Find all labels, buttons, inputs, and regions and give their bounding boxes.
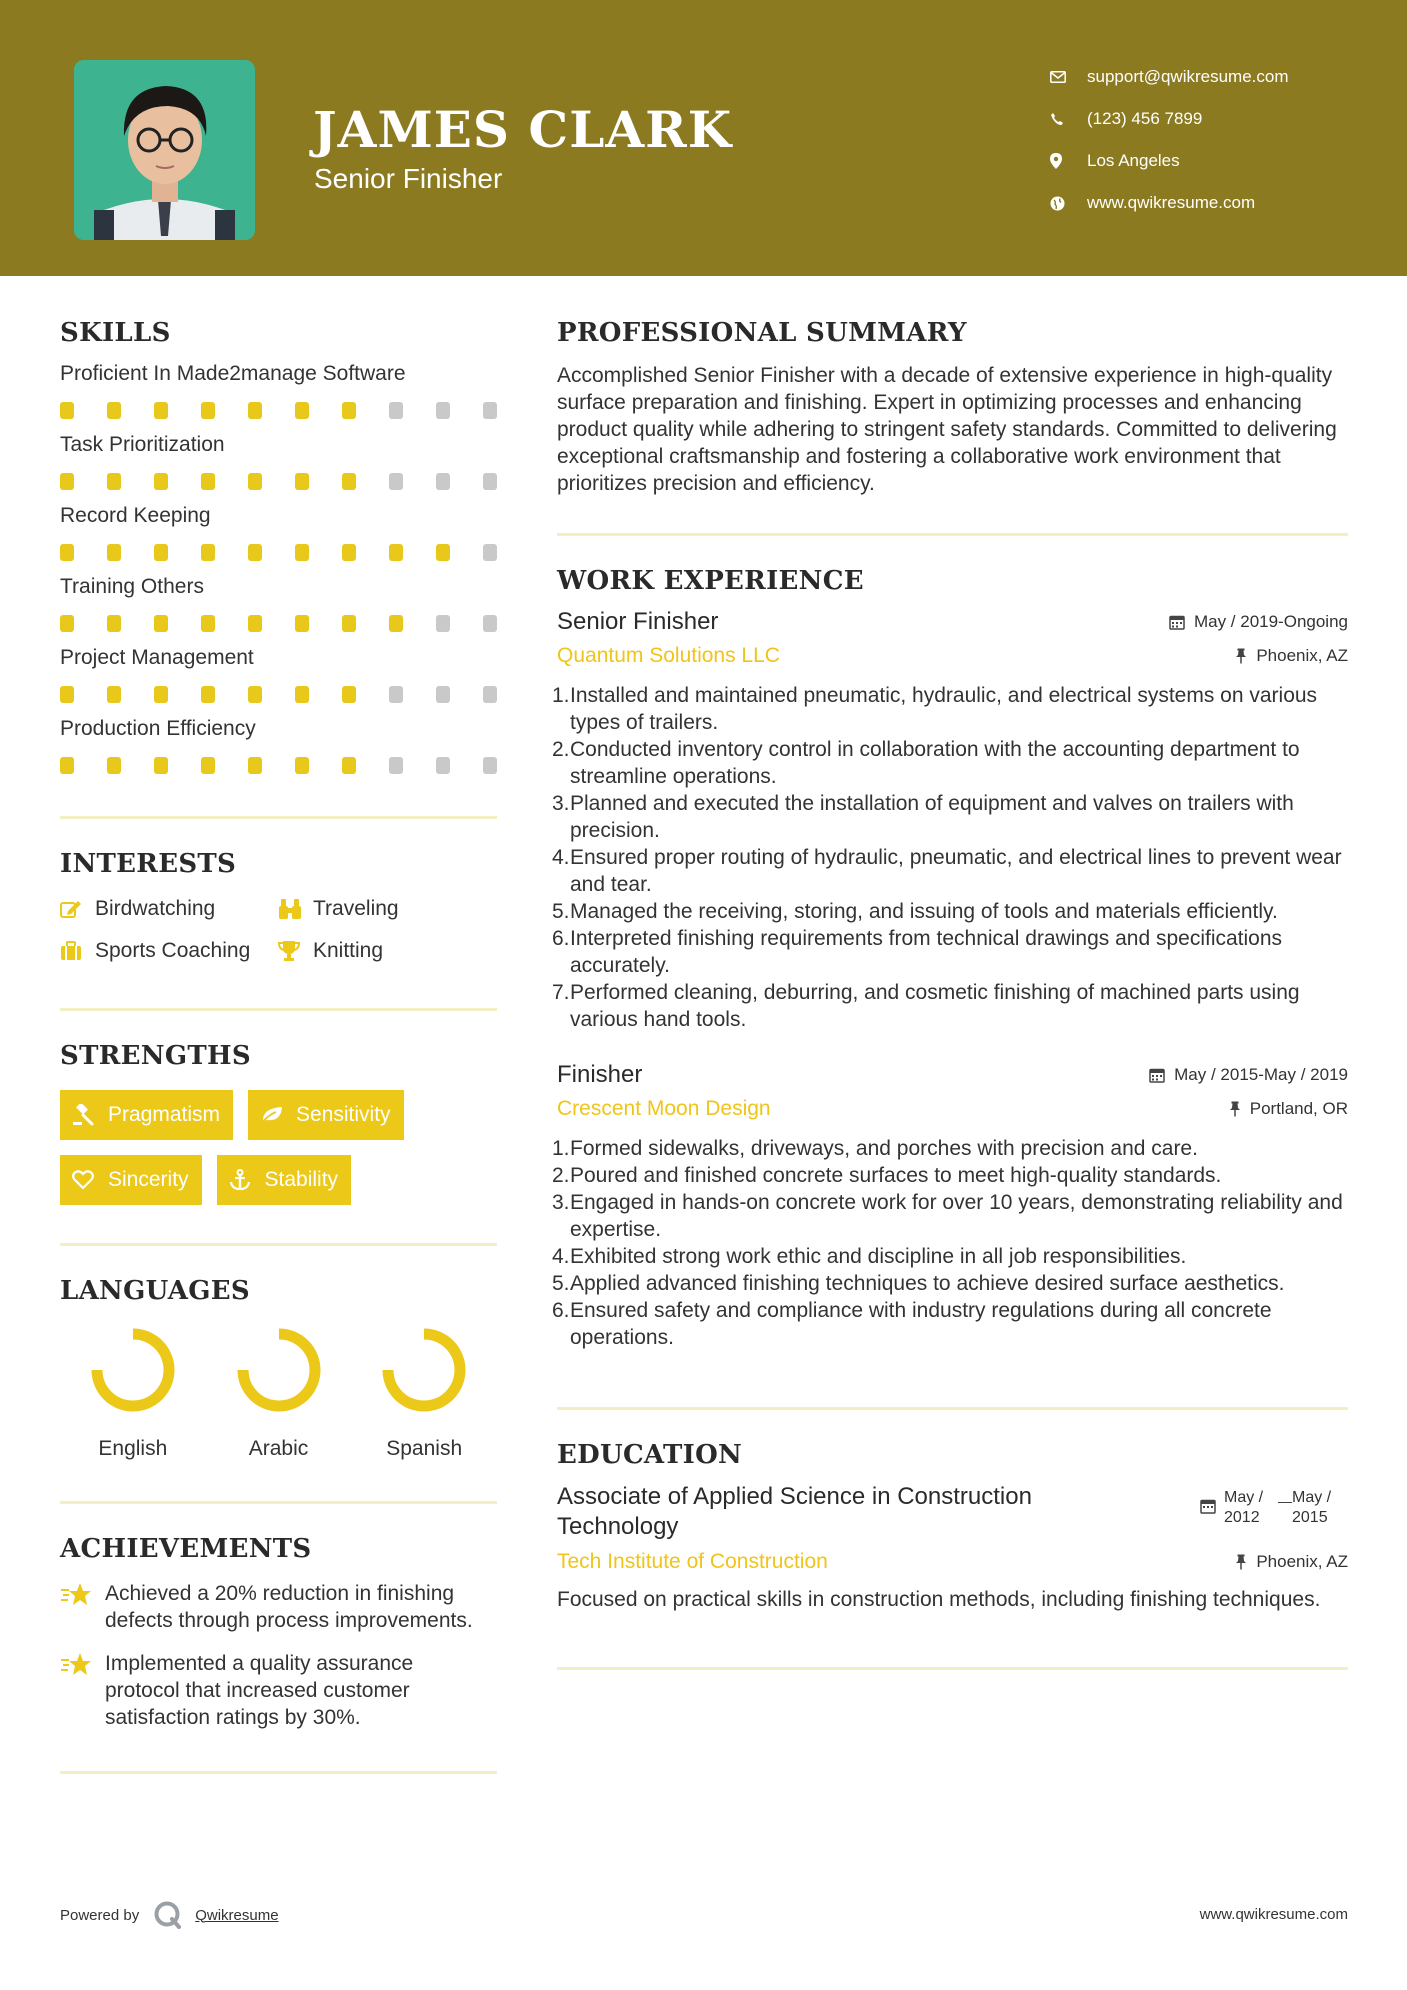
section-divider: [60, 1243, 497, 1246]
education-description: Focused on practical skills in construction methods, including finishing techniques.: [557, 1588, 1321, 1611]
contact-email[interactable]: [1050, 56, 1289, 98]
list-number: 2.: [552, 1164, 570, 1187]
list-number: 7.: [552, 981, 570, 1004]
pushpin-icon: [1229, 1101, 1241, 1117]
job-location-text: Phoenix, AZ: [1256, 646, 1348, 665]
list-number: 5.: [552, 1272, 570, 1295]
language-level-arc: [97, 1334, 169, 1406]
interest-item: [60, 897, 278, 921]
summary-section: [557, 318, 1348, 497]
briefcase-icon: [60, 941, 95, 961]
list-number: 1.: [552, 1137, 570, 1160]
rating-dot-filled: [342, 757, 356, 774]
rating-dot-filled: [60, 686, 74, 703]
rating-dot-filled: [248, 402, 262, 419]
star-icon: [60, 1580, 105, 1634]
rating-dot-empty: [483, 544, 497, 561]
section-divider: [60, 1501, 497, 1504]
job-dates: [1149, 1065, 1348, 1085]
contact-phone[interactable]: [1050, 98, 1289, 140]
rating-dot-filled: [154, 402, 168, 419]
list-number: 2.: [552, 738, 570, 761]
rating-dot-filled: [107, 615, 121, 632]
rating-dot-filled: [342, 402, 356, 419]
education-location-text: Phoenix, AZ: [1256, 1552, 1348, 1571]
list-number: 3.: [552, 1191, 570, 1214]
rating-dot-empty: [436, 757, 450, 774]
job-title: Finisher: [557, 1061, 643, 1088]
strength-label: Pragmatism: [108, 1103, 221, 1126]
location-pin-icon: [1050, 153, 1087, 169]
rating-dot-filled: [436, 544, 450, 561]
responsibility-item: [552, 1297, 1348, 1351]
language-level-ring: [234, 1325, 324, 1415]
rating-dot-filled: [295, 544, 309, 561]
section-divider: [557, 1667, 1348, 1670]
responsibility-text: Planned and executed the installation of equipment and valves on trailers with precision.: [570, 792, 1294, 842]
interest-label: Birdwatching: [95, 897, 216, 920]
contact-email-text: support@qwikresume.com: [1087, 67, 1289, 86]
rating-dot-filled: [154, 615, 168, 632]
rating-dot-empty: [389, 686, 403, 703]
languages-list: [60, 1325, 497, 1461]
skill-name: Training Others: [60, 575, 204, 598]
interests-title: INTERESTS: [60, 849, 237, 879]
job-company: Crescent Moon Design: [557, 1097, 771, 1120]
rating-dot-filled: [295, 402, 309, 419]
language-item: [60, 1325, 206, 1461]
rating-dot-empty: [483, 402, 497, 419]
responsibility-item: [552, 844, 1348, 898]
responsibility-item: [552, 1189, 1348, 1243]
responsibility-item: [552, 925, 1348, 979]
skill-rating: [60, 757, 497, 774]
rating-dot-empty: [436, 402, 450, 419]
language-item: [351, 1325, 497, 1461]
job-dates-text: May / 2019-Ongoing: [1193, 612, 1348, 631]
rating-dot-filled: [295, 615, 309, 632]
mail-icon: [1050, 71, 1087, 83]
responsibility-item: [552, 682, 1348, 736]
languages-title: LANGUAGES: [60, 1276, 250, 1306]
rating-dot-filled: [107, 757, 121, 774]
rating-dot-filled: [342, 686, 356, 703]
language-name: Spanish: [386, 1437, 463, 1460]
language-level-arc: [243, 1334, 315, 1406]
rating-dot-filled: [342, 615, 356, 632]
education-degree: Associate of Applied Science in Construction Technology: [557, 1483, 1032, 1540]
heart-icon: [72, 1170, 108, 1190]
education-dates: [1200, 1488, 1348, 1542]
job-dates: [1169, 612, 1348, 632]
date-range-dash: [1278, 1502, 1292, 1503]
qwikresume-logo-icon: [153, 1900, 183, 1930]
education-title: EDUCATION: [557, 1440, 743, 1470]
skill-name: Production Efficiency: [60, 717, 256, 740]
strength-badge: [60, 1155, 202, 1205]
contact-website[interactable]: [1050, 182, 1289, 224]
rating-dot-empty: [483, 473, 497, 490]
summary-title: PROFESSIONAL SUMMARY: [557, 318, 967, 348]
responsibility-item: [552, 1135, 1348, 1162]
achievement-item: [60, 1580, 497, 1634]
language-item: [206, 1325, 352, 1461]
rating-dot-filled: [342, 473, 356, 490]
strengths-section: [60, 1041, 497, 1205]
experience-title: WORK EXPERIENCE: [557, 566, 864, 596]
skills-section: [60, 318, 497, 774]
profile-photo: [74, 60, 255, 240]
list-number: 6.: [552, 927, 570, 950]
strength-badge: [248, 1090, 404, 1140]
rating-dot-filled: [60, 615, 74, 632]
achievement-text: Achieved a 20% reduction in finishing defects through process improvements.: [105, 1582, 473, 1632]
education-location: [1235, 1552, 1348, 1572]
rating-dot-empty: [483, 615, 497, 632]
skill-name: Record Keeping: [60, 504, 211, 527]
languages-section: [60, 1276, 497, 1461]
education-date-start: May / 2012: [1224, 1489, 1264, 1526]
rating-dot-filled: [154, 686, 168, 703]
responsibility-text: Exhibited strong work ethic and discipline in all job responsibilities.: [570, 1245, 1187, 1268]
rating-dot-filled: [295, 757, 309, 774]
rating-dot-filled: [154, 544, 168, 561]
skill-rating: [60, 544, 497, 561]
section-divider: [557, 533, 1348, 536]
language-level-ring: [88, 1325, 178, 1415]
list-number: 4.: [552, 1245, 570, 1268]
responsibility-item: [552, 1162, 1348, 1189]
left-column: [60, 318, 497, 1774]
interest-label: Sports Coaching: [95, 939, 251, 962]
rating-dot-empty: [483, 757, 497, 774]
contact-phone-text: (123) 456 7899: [1087, 109, 1203, 128]
responsibility-text: Poured and finished concrete surfaces to meet high-quality standards.: [570, 1164, 1222, 1187]
responsibility-text: Formed sidewalks, driveways, and porches with precision and care.: [570, 1137, 1198, 1160]
responsibility-text: Engaged in hands-on concrete work for over 10 years, demonstrating reliability and expertise.: [570, 1191, 1343, 1241]
rating-dot-filled: [201, 686, 215, 703]
achievement-text: Implemented a quality assurance protocol that increased customer satisfaction ratings by 30%.: [105, 1652, 414, 1729]
responsibility-text: Interpreted finishing requirements from technical drawings and specifications accurately.: [570, 927, 1283, 977]
rating-dot-filled: [154, 757, 168, 774]
right-column: [552, 318, 1348, 1670]
binoculars-icon: [278, 898, 313, 920]
skill-rating: [60, 402, 497, 419]
skill-name: Task Prioritization: [60, 433, 225, 456]
skill-rating: [60, 686, 497, 703]
pushpin-icon: [1235, 648, 1247, 664]
responsibility-item: [552, 979, 1348, 1033]
skill-rating: [60, 615, 497, 632]
responsibility-text: Managed the receiving, storing, and issuing of tools and materials efficiently.: [570, 900, 1278, 923]
trophy-icon: [278, 940, 313, 962]
footer-website[interactable]: www.qwikresume.com: [1199, 1906, 1348, 1923]
job-title: Senior Finisher: [557, 608, 719, 635]
rating-dot-empty: [436, 473, 450, 490]
strengths-list: [60, 1090, 497, 1205]
education-school: Tech Institute of Construction: [557, 1550, 828, 1573]
interest-label: Knitting: [313, 939, 384, 962]
footer-powered-by: [60, 1900, 279, 1930]
rating-dot-filled: [248, 757, 262, 774]
interest-item: [278, 939, 497, 963]
contact-website-text: www.qwikresume.com: [1087, 193, 1256, 212]
rating-dot-filled: [107, 544, 121, 561]
education-date-end: May / 2015: [1292, 1489, 1332, 1526]
interests-list: [60, 897, 497, 963]
leaf-icon: [260, 1105, 296, 1125]
interest-item: [60, 939, 278, 963]
rating-dot-filled: [342, 544, 356, 561]
section-divider: [60, 1008, 497, 1011]
responsibility-text: Performed cleaning, deburring, and cosmetic finishing of machined parts using various hand tools.: [570, 981, 1300, 1031]
list-number: 5.: [552, 900, 570, 923]
phone-icon: [1050, 112, 1087, 126]
resume-header: [0, 0, 1407, 276]
rating-dot-filled: [295, 686, 309, 703]
responsibility-text: Applied advanced finishing techniques to achieve desired surface aesthetics.: [570, 1272, 1285, 1295]
rating-dot-filled: [107, 473, 121, 490]
strength-badge: [60, 1090, 233, 1140]
rating-dot-filled: [107, 402, 121, 419]
summary-text: Accomplished Senior Finisher with a decade of extensive experience in high-quality surface preparation and finishing. Expert in optimizing processes and enhancing product quality while adhering to stringent safety standards. Committed to delivering exceptional craftsmanship and fostering a collaborative work environment that prioritizes precision and efficiency.: [557, 364, 1337, 495]
skill-name: Proficient In Made2manage Software: [60, 362, 406, 385]
strength-badge: [217, 1155, 352, 1205]
list-number: 1.: [552, 684, 570, 707]
responsibility-text: Ensured proper routing of hydraulic, pneumatic, and electrical lines to prevent wear and tear.: [570, 846, 1342, 896]
rating-dot-empty: [389, 473, 403, 490]
contact-info: [1050, 56, 1289, 224]
responsibility-item: [552, 898, 1348, 925]
responsibility-item: [552, 1243, 1348, 1270]
responsibility-item: [552, 1270, 1348, 1297]
rating-dot-filled: [248, 686, 262, 703]
qwikresume-link[interactable]: Qwikresume: [195, 1906, 279, 1924]
language-level-ring: [379, 1325, 469, 1415]
rating-dot-filled: [248, 615, 262, 632]
rating-dot-filled: [248, 544, 262, 561]
responsibility-text: Conducted inventory control in collaboration with the accounting department to streamline operations.: [570, 738, 1300, 788]
rating-dot-filled: [60, 544, 74, 561]
achievements-title: ACHIEVEMENTS: [60, 1534, 312, 1564]
job-entry: [552, 1061, 1348, 1351]
language-name: English: [98, 1437, 168, 1460]
star-icon: [60, 1650, 105, 1731]
achievement-item: [60, 1650, 497, 1731]
job-location: [1229, 1099, 1348, 1119]
skills-title: SKILLS: [60, 318, 171, 348]
language-name: Arabic: [248, 1437, 309, 1460]
rating-dot-empty: [436, 686, 450, 703]
calendar-icon: [1169, 614, 1185, 630]
job-dates-text: May / 2015-May / 2019: [1174, 1065, 1348, 1084]
skills-list: [60, 362, 497, 774]
section-divider: [60, 816, 497, 819]
section-divider: [60, 1771, 497, 1774]
rating-dot-filled: [201, 402, 215, 419]
achievements-section: [60, 1534, 497, 1731]
responsibility-item: [552, 790, 1348, 844]
calendar-icon: [1149, 1067, 1165, 1083]
skill-rating: [60, 473, 497, 490]
calendar-icon: [1200, 1498, 1216, 1514]
rating-dot-filled: [389, 615, 403, 632]
rating-dot-filled: [60, 473, 74, 490]
gavel-icon: [72, 1104, 108, 1126]
strength-label: Stability: [264, 1168, 339, 1191]
rating-dot-filled: [389, 544, 403, 561]
rating-dot-filled: [248, 473, 262, 490]
job-responsibilities: [552, 1135, 1348, 1351]
rating-dot-filled: [60, 402, 74, 419]
powered-by-label: Powered by: [60, 1906, 140, 1924]
globe-icon: [1050, 196, 1087, 211]
candidate-role: Senior Finisher: [314, 163, 503, 194]
edit-icon: [60, 899, 95, 919]
skill-name: Project Management: [60, 646, 254, 669]
rating-dot-filled: [60, 757, 74, 774]
anchor-icon: [229, 1169, 265, 1191]
responsibility-text: Ensured safety and compliance with industry regulations during all concrete operations.: [570, 1299, 1272, 1349]
responsibility-text: Installed and maintained pneumatic, hydraulic, and electrical systems on various types of trailers.: [570, 684, 1318, 734]
rating-dot-filled: [201, 473, 215, 490]
job-location-text: Portland, OR: [1249, 1099, 1348, 1118]
rating-dot-filled: [107, 686, 121, 703]
rating-dot-filled: [201, 757, 215, 774]
list-number: 4.: [552, 846, 570, 869]
rating-dot-filled: [154, 473, 168, 490]
job-location: [1235, 646, 1348, 666]
pushpin-icon: [1235, 1554, 1247, 1570]
list-number: 3.: [552, 792, 570, 815]
section-divider: [557, 1407, 1348, 1410]
job-responsibilities: [552, 682, 1348, 1033]
interests-section: [60, 849, 497, 963]
rating-dot-filled: [295, 473, 309, 490]
rating-dot-filled: [201, 544, 215, 561]
experience-section: [552, 566, 1348, 1351]
language-level-arc: [388, 1334, 460, 1406]
list-number: 6.: [552, 1299, 570, 1322]
rating-dot-empty: [389, 757, 403, 774]
rating-dot-empty: [483, 686, 497, 703]
strengths-title: STRENGTHS: [60, 1041, 251, 1071]
job-entry: [552, 608, 1348, 1033]
rating-dot-filled: [201, 615, 215, 632]
strength-label: Sincerity: [108, 1168, 189, 1191]
job-company: Quantum Solutions LLC: [557, 644, 780, 667]
candidate-name: JAMES CLARK: [313, 100, 733, 159]
rating-dot-empty: [389, 402, 403, 419]
education-section: [557, 1440, 1348, 1613]
contact-location-text: Los Angeles: [1087, 151, 1180, 170]
interest-label: Traveling: [313, 897, 399, 920]
strength-label: Sensitivity: [296, 1103, 391, 1126]
contact-location: [1050, 140, 1289, 182]
rating-dot-empty: [436, 615, 450, 632]
responsibility-item: [552, 736, 1348, 790]
interest-item: [278, 897, 497, 921]
